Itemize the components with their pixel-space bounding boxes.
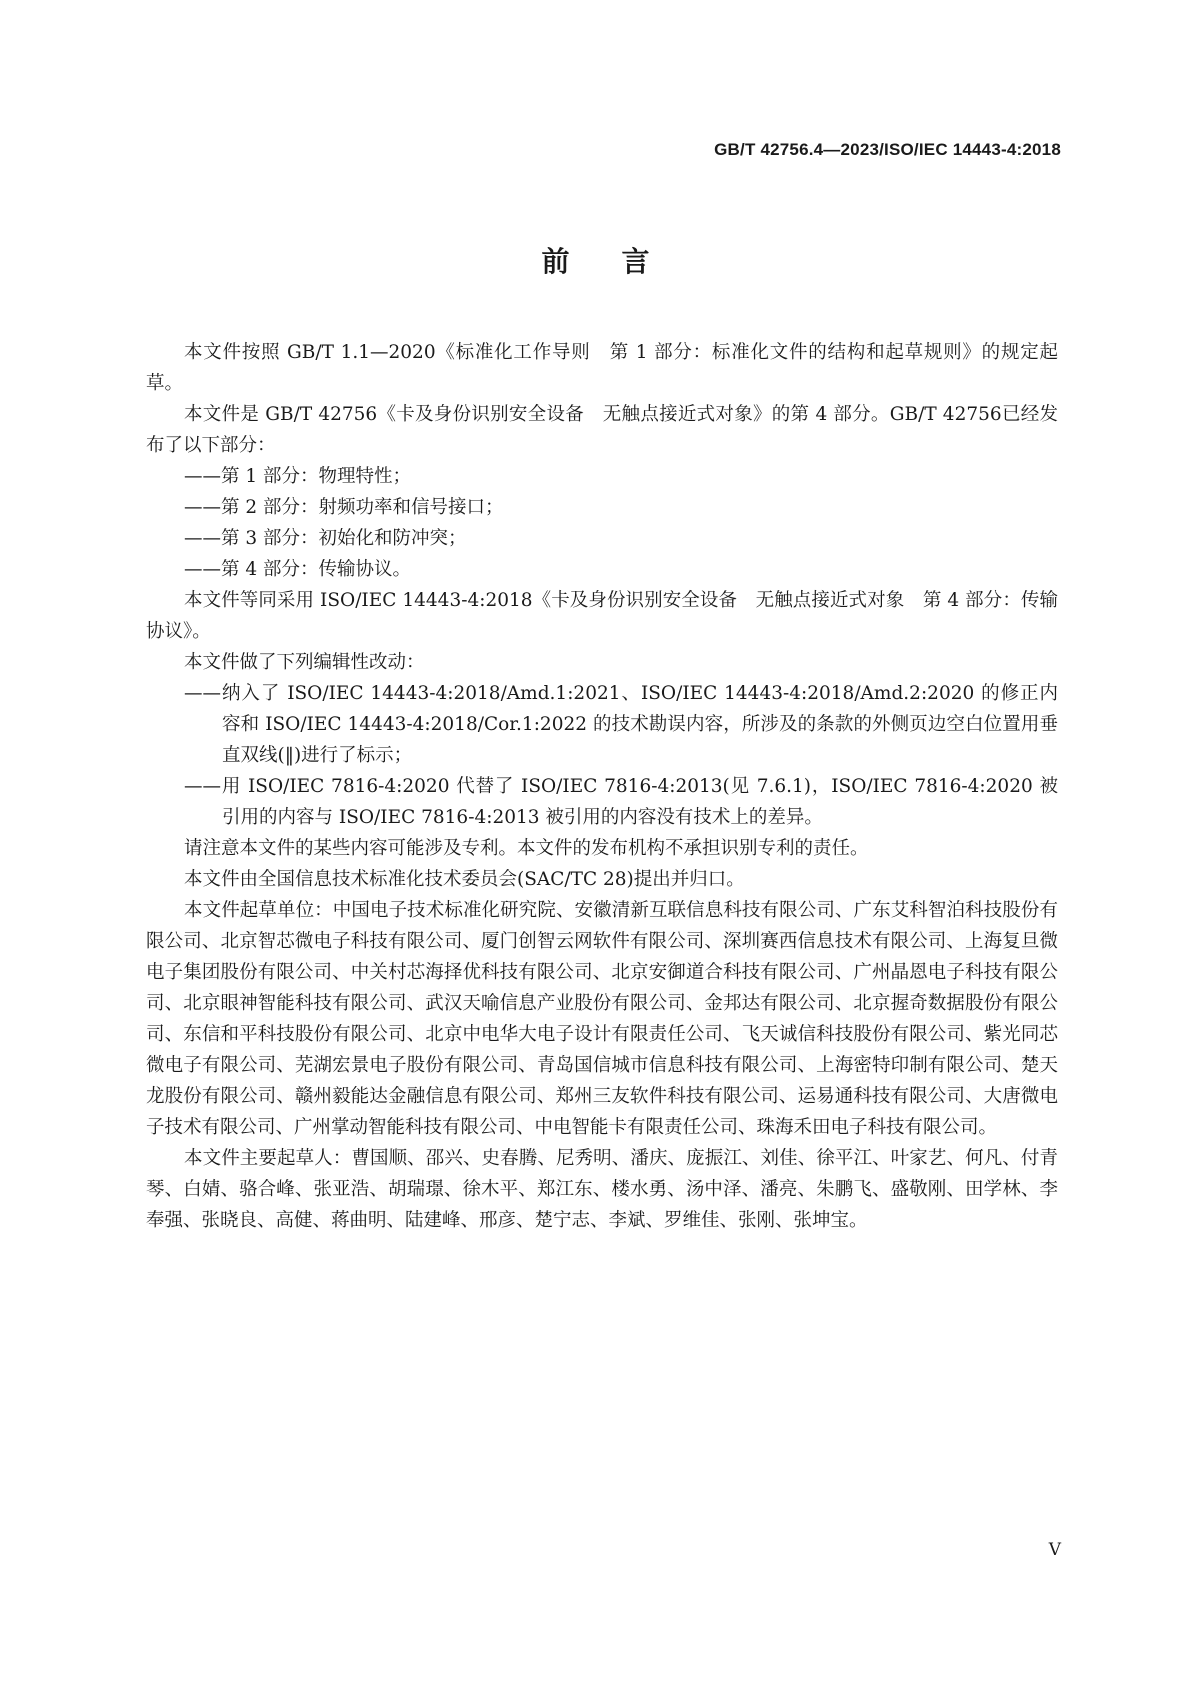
- standard-number-header: GB/T 42756.4—2023/ISO/IEC 14443-4:2018: [714, 140, 1061, 159]
- list-item-change-1: ——纳入了 ISO/IEC 14443-4:2018/Amd.1:2021、ISO/IEC 14443-4:2018/Amd.2:2020 的修正内容和 ISO/IEC 14443-4:2018/Cor.1:2022 的技术勘误内容，所涉及的条款的外侧页边空白位置用垂直双线(‖)进行了标示；: [184, 683, 1058, 766]
- paragraph-drafting-units: 本文件起草单位：中国电子技术标准化研究院、安徽清新互联信息科技有限公司、广东艾科智泊科技股份有限公司、北京智芯微电子科技有限公司、厦门创智云网软件有限公司、深圳赛西信息技术有限公司、上海复旦微电子集团股份有限公司、中关村芯海择优科技有限公司、北京安御道合科技有限公司、广州晶恩电子科技有限公司、北京眼神智能科技有限公司、武汉天喻信息产业股份有限公司、金邦达有限公司、北京握奇数据股份有限公司、东信和平科技股份有限公司、北京中电华大电子设计有限责任公司、飞天诚信科技股份有限公司、紫光同芯微电子有限公司、芜湖宏景电子股份有限公司、青岛国信城市信息科技有限公司、上海密特印制有限公司、楚天龙股份有限公司、赣州毅能达金融信息有限公司、郑州三友软件科技有限公司、运易通科技有限公司、大唐微电子技术有限公司、广州掌动智能科技有限公司、中电智能卡有限责任公司、珠海禾田电子科技有限公司。: [146, 900, 1058, 1138]
- list-item-part-4: ——第 4 部分：传输协议。: [184, 559, 412, 580]
- document-body: [146, 337, 1058, 1236]
- list-item-part-2: ——第 2 部分：射频功率和信号接口；: [184, 497, 504, 518]
- page-number: V: [1048, 1540, 1061, 1560]
- paragraph-drafters: 本文件主要起草人：曹国顺、邵兴、史春腾、尼秀明、潘庆、庞振江、刘佳、徐平江、叶家艺、何凡、付青琴、白婧、骆合峰、张亚浩、胡瑞璟、徐木平、郑江东、楼水勇、汤中泽、潘亮、朱鹏飞、盛敬刚、田学林、李奉强、张晓良、高健、蒋曲明、陆建峰、邢彦、楚宁志、李斌、罗维佳、张刚、张坤宝。: [146, 1148, 1058, 1231]
- paragraph-editorial-changes: 本文件做了下列编辑性改动：: [184, 652, 425, 673]
- list-item-part-1: ——第 1 部分：物理特性；: [184, 466, 412, 487]
- list-item-part-3: ——第 3 部分：初始化和防冲突；: [184, 528, 467, 549]
- paragraph-drafting-rule: 本文件按照 GB/T 1.1—2020《标准化工作导则 第 1 部分：标准化文件的结构和起草规则》的规定起草。: [146, 342, 1058, 394]
- paragraph-part-intro: 本文件是 GB/T 42756《卡及身份识别安全设备 无触点接近式对象》的第 4 部分。GB/T 42756已经发布了以下部分：: [146, 404, 1058, 456]
- paragraph-committee: 本文件由全国信息技术标准化技术委员会(SAC/TC 28)提出并归口。: [184, 869, 745, 890]
- page-title: 前言: [541, 245, 702, 278]
- list-item-change-2: ——用 ISO/IEC 7816-4:2020 代替了 ISO/IEC 7816-4:2013(见 7.6.1)，ISO/IEC 7816-4:2020 被引用的内容与 ISO/IEC 7816-4:2013 被引用的内容没有技术上的差异。: [184, 776, 1058, 828]
- paragraph-adoption: 本文件等同采用 ISO/IEC 14443-4:2018《卡及身份识别安全设备 无触点接近式对象 第 4 部分：传输协议》。: [146, 590, 1058, 642]
- paragraph-patent-notice: 请注意本文件的某些内容可能涉及专利。本文件的发布机构不承担识别专利的责任。: [184, 838, 869, 859]
